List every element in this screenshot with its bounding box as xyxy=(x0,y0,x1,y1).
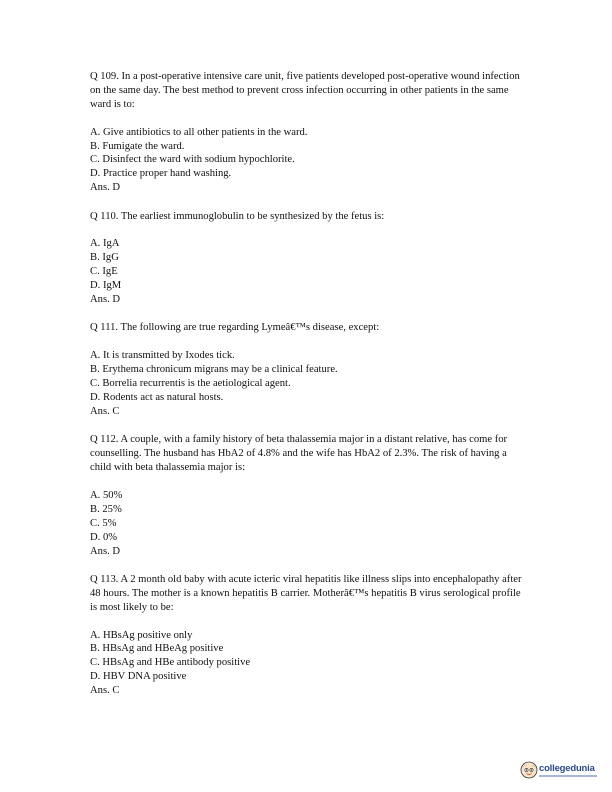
answer-text: Ans. D xyxy=(90,294,121,306)
option-list xyxy=(90,489,530,545)
option-item: A. 50% xyxy=(90,489,123,501)
question-text: Q 111. The following are true regarding Lymeâ€™s disease, except: xyxy=(90,322,380,334)
question-block xyxy=(90,433,530,558)
question-text: Q 110. The earliest immunoglobulin to be synthesized by the fetus is: xyxy=(90,210,385,222)
option-item: D. Rodents act as natural hosts. xyxy=(90,391,224,403)
answer-text: Ans. C xyxy=(90,685,120,697)
question-block xyxy=(90,210,530,307)
question-block xyxy=(90,321,530,418)
question-block xyxy=(90,573,530,698)
option-item: B. 25% xyxy=(90,503,122,515)
option-item: A. Give antibiotics to all other patients in the ward. xyxy=(90,126,308,138)
option-list xyxy=(90,349,530,405)
option-item: C. HBsAg and HBe antibody positive xyxy=(90,657,251,669)
logo-wordmark: collegedunia xyxy=(539,763,595,774)
option-item: B. Fumigate the ward. xyxy=(90,140,185,152)
answer-text: Ans. D xyxy=(90,545,121,557)
option-list xyxy=(90,237,530,293)
question-text: Q 113. A 2 month old baby with acute icteric viral hepatitis like illness slips into encephalopathy after 48 hours. The mother is a known hepatitis B carrier. Motherâ€™s hepatitis B virus serological profile is most likely to be: xyxy=(90,573,522,613)
collegedunia-logo xyxy=(520,760,600,784)
answer-text: Ans. C xyxy=(90,405,120,417)
option-item: C. Borrelia recurrentis is the aetiological agent. xyxy=(90,378,291,390)
answer-text: Ans. D xyxy=(90,182,121,194)
option-item: C. 5% xyxy=(90,517,117,529)
logo-tagline xyxy=(539,775,597,777)
option-item: D. HBV DNA positive xyxy=(90,671,187,683)
option-item: B. HBsAg and HBeAg positive xyxy=(90,643,224,655)
option-item: C. Disinfect the ward with sodium hypochlorite. xyxy=(90,154,295,166)
option-item: D. 0% xyxy=(90,531,118,543)
option-item: A. It is transmitted by Ixodes tick. xyxy=(90,350,235,362)
question-text: Q 109. In a post-operative intensive care unit, five patients developed post-operative wound infection on the same day. The best method to prevent cross infection occurring in other patients in the same ward is to: xyxy=(90,71,520,110)
option-item: D. Practice proper hand washing. xyxy=(90,168,232,180)
question-list xyxy=(90,70,530,713)
option-item: A. IgA xyxy=(90,238,120,250)
option-item: C. IgE xyxy=(90,266,118,278)
option-item: A. HBsAg positive only xyxy=(90,629,193,641)
mascot-icon xyxy=(520,761,538,779)
option-list xyxy=(90,629,530,685)
option-item: B. Erythema chronicum migrans may be a clinical feature. xyxy=(90,364,338,376)
question-text: Q 112. A couple, with a family history of beta thalassemia major in a distant relative, has come for counselling. The husband has HbA2 of 4.8% and the wife has HbA2 of 2.3%. The risk of having a child with beta thalassemia major is: xyxy=(90,434,508,474)
option-list xyxy=(90,126,530,182)
option-item: D. IgM xyxy=(90,280,122,292)
option-item: B. IgG xyxy=(90,252,119,264)
question-block xyxy=(90,70,530,195)
